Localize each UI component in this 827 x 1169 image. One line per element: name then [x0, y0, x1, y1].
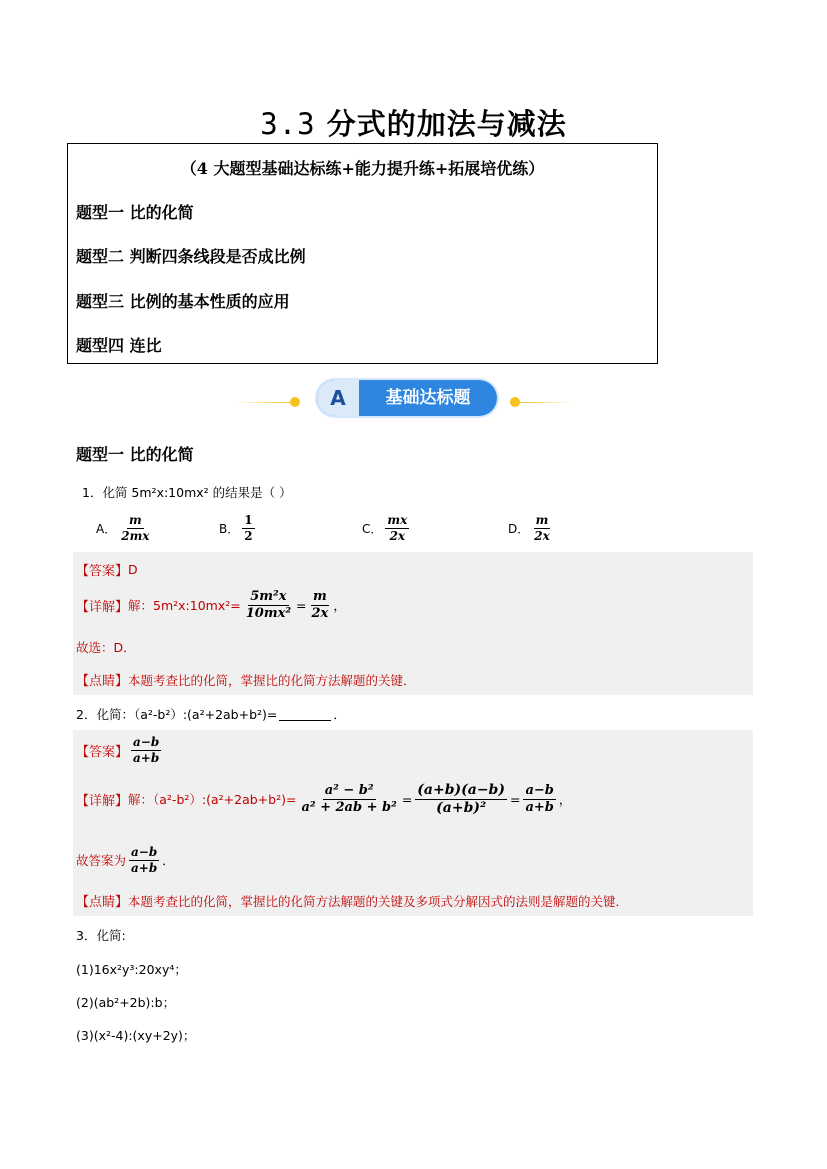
note-line	[76, 891, 628, 910]
equals-sign: =	[401, 791, 413, 807]
banner-left-line	[235, 402, 293, 403]
detail-text: 解：（a²-b²）:(a²+2ab+b²)=	[128, 792, 297, 808]
page-title	[0, 102, 827, 143]
equals-sign: =	[296, 597, 307, 613]
banner-label: 基础达标题	[385, 388, 471, 408]
equals-sign: =	[509, 791, 521, 807]
detail-tag: 【详解】	[76, 599, 129, 615]
option-label: C．	[362, 521, 383, 536]
option-label: D．	[508, 521, 530, 536]
note-line	[76, 670, 416, 689]
detail-text: 解：5m²x:10mx²=	[128, 598, 241, 614]
numerator: 5m²x	[250, 589, 287, 604]
note-tag: 【点睛】	[76, 895, 129, 910]
toc-item: 题型三 比例的基本性质的应用	[76, 292, 290, 311]
conclusion-suffix: ．	[162, 853, 175, 869]
numerator: a−b	[133, 735, 160, 749]
denominator: 10mx²	[245, 605, 292, 621]
detail-fraction	[310, 590, 331, 620]
answer-line	[76, 560, 138, 579]
question-3-stem: 3．化简:	[76, 928, 126, 943]
detail-fraction	[415, 783, 507, 815]
option-c	[362, 514, 412, 542]
note-tag: 【点睛】	[76, 674, 129, 689]
denominator: 2x	[534, 528, 550, 543]
conclusion-text: 故答案为	[76, 853, 127, 869]
answer-tag: 【答案】	[76, 744, 129, 760]
detail-fraction	[299, 784, 398, 814]
banner-left-dot	[290, 397, 300, 407]
toc-item: 题型二 判断四条线段是否成比例	[76, 247, 306, 266]
denominator: 2	[244, 528, 253, 543]
question-1-stem: 1．化简 5m²x:10mx² 的结果是（ ）	[82, 485, 292, 500]
answer-fraction	[131, 736, 161, 764]
option-label: A．	[96, 521, 117, 536]
question-3-part: (1)16x²y³:20xy⁴；	[76, 962, 187, 977]
denominator: a² + 2ab + b²	[301, 799, 397, 815]
title-number: 3.3	[260, 107, 316, 141]
detail-suffix: ，	[333, 598, 346, 614]
section-banner	[317, 380, 497, 416]
numerator: a−b	[525, 783, 554, 799]
option-label: B．	[219, 521, 240, 536]
question-2-stem	[76, 705, 346, 723]
question-2-text: 2．化简：（a²-b²）:(a²+2ab+b²)=	[76, 707, 278, 722]
detail-line	[76, 590, 346, 620]
question-3-part: (2)(ab²+2b):b；	[76, 995, 176, 1010]
choice-line: 故选：D．	[76, 640, 136, 655]
answer-tag: 【答案】	[76, 564, 129, 579]
denominator: 2x	[311, 605, 329, 621]
option-b	[219, 514, 258, 542]
denominator: a+b	[131, 860, 158, 875]
banner-letter: A	[317, 380, 359, 416]
numerator: a² − b²	[324, 783, 374, 799]
option-fraction	[242, 514, 254, 542]
option-fraction	[532, 514, 552, 542]
toc-subtitle: （4 大题型基础达标练+能力提升练+拓展培优练）	[180, 159, 545, 178]
denominator: (a+b)²	[436, 799, 487, 816]
note-text: 本题考查比的化简，掌握比的化简方法解题的关键及多项式分解因式的法则是解题的关键．	[128, 893, 629, 909]
numerator: m	[535, 513, 549, 527]
denominator: 2mx	[121, 528, 150, 543]
option-fraction	[385, 514, 409, 542]
numerator: m	[128, 513, 142, 527]
option-d	[508, 514, 555, 542]
toc-item: 题型一 比的化简	[76, 203, 194, 222]
toc-item: 题型四 连比	[76, 336, 162, 355]
conclusion-line	[76, 846, 175, 874]
banner-right-line	[518, 402, 574, 403]
detail-tag: 【详解】	[76, 793, 129, 809]
detail-fraction	[244, 590, 293, 620]
title-text: 分式的加法与减法	[326, 107, 567, 141]
denominator: a+b	[525, 799, 554, 815]
answer-line	[76, 736, 164, 764]
note-text: 本题考查比的化简，掌握比的化简方法解题的关键．	[128, 672, 416, 688]
detail-line	[76, 783, 571, 815]
numerator: m	[313, 589, 327, 604]
detail-fraction	[523, 784, 555, 814]
numerator: a−b	[131, 845, 158, 859]
option-fraction	[119, 514, 151, 542]
numerator: (a+b)(a−b)	[417, 782, 505, 798]
question-3-part: (3)(x²-4):(xy+2y)；	[76, 1028, 196, 1043]
numerator: mx	[387, 513, 408, 527]
denominator: a+b	[133, 750, 160, 765]
denominator: 2x	[389, 528, 406, 543]
conclusion-fraction	[129, 846, 159, 874]
answer-blank	[279, 708, 331, 721]
option-a	[96, 514, 154, 542]
topic-overview-box	[67, 143, 658, 364]
numerator: 1	[244, 513, 253, 527]
answer-box-2	[73, 730, 753, 916]
section-heading: 题型一 比的化简	[76, 445, 194, 464]
question-2-suffix: ．	[333, 707, 346, 722]
detail-suffix: ，	[558, 792, 572, 808]
answer-value: D	[128, 562, 138, 577]
